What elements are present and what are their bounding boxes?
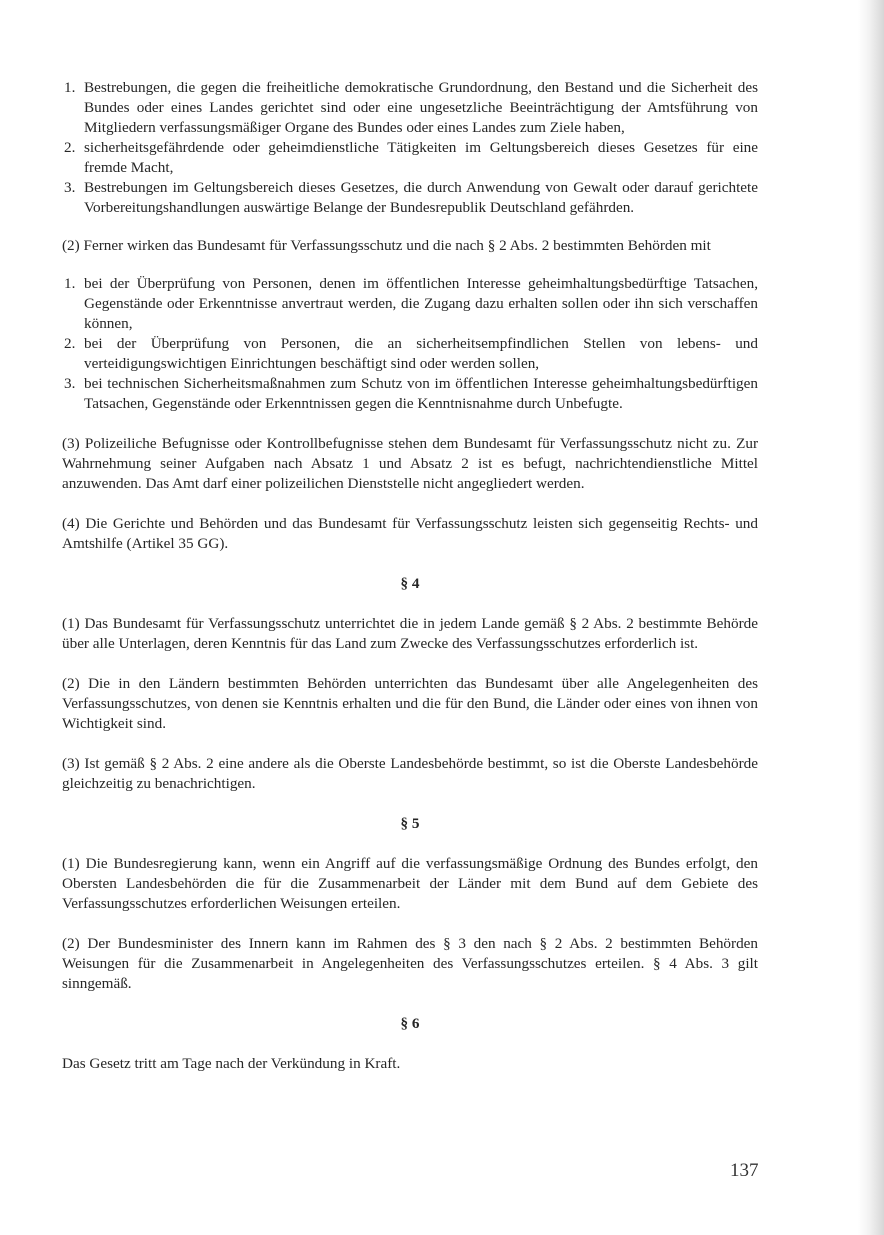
paragraph-4: (4) Die Gerichte und Behörden und das Bundesamt für Verfassungsschutz leisten sich gegenseitig Rechts- und Amtshilfe (Artikel 35 GG). <box>62 515 758 552</box>
section-6-paragraph-1: Das Gesetz tritt am Tage nach der Verkündung in Kraft. <box>62 1055 401 1072</box>
section-4-paragraph-2: (2) Die in den Ländern bestimmten Behörden unterrichten das Bundesamt über alle Angelegenheiten des Verfassungsschutzes, von denen sie Kenntnis erhalten und die für den Bund, die Länder oder eines von ihnen von Wichtigkeit sind. <box>62 675 758 732</box>
list-text: Bestrebungen, die gegen die freiheitliche demokratische Grundordnung, den Bestand und die Sicherheit des Bundes oder eines Landes gerichtet sind oder eine ungesetzliche Beeinträchtigung der Amtsführung von Mitgliedern verfassungsmäßiger Organe des Bundes oder eines Landes zum Ziele haben, <box>84 79 758 136</box>
page-edge-shadow <box>858 0 884 1235</box>
list-number: 3. <box>64 179 76 196</box>
list-section-1 <box>62 78 758 218</box>
list-number: 1. <box>64 275 76 292</box>
list-section-2 <box>62 274 758 414</box>
list-text: bei der Überprüfung von Personen, denen im öffentlichen Interesse geheimhaltungsbedürftige Tatsachen, Gegenstände oder Erkenntnisse anvertraut werden, die Zugang dazu erhalten sollen oder ihn sich verschaffen können, <box>84 275 758 332</box>
list-number: 1. <box>64 79 76 96</box>
paragraph-3: (3) Polizeiliche Befugnisse oder Kontrollbefugnisse stehen dem Bundesamt für Verfassungsschutz nicht zu. Zur Wahrnehmung seiner Aufgaben nach Absatz 1 und Absatz 2 ist es befugt, nachrichtendienstliche Mittel anzuwenden. Das Amt darf einer polizeilichen Dienststelle nicht angegliedert werden. <box>62 435 758 492</box>
list-text: bei der Überprüfung von Personen, die an sicherheitsempfindlichen Stellen von lebens- und verteidigungswichtigen Einrichtungen beschäftigt sind oder werden sollen, <box>84 335 758 372</box>
list-item <box>62 334 758 374</box>
paragraph-2: (2) Ferner wirken das Bundesamt für Verfassungsschutz und die nach § 2 Abs. 2 bestimmten Behörden mit <box>62 237 711 254</box>
section-4-paragraph-3: (3) Ist gemäß § 2 Abs. 2 eine andere als die Oberste Landesbehörde bestimmt, so ist die Oberste Landesbehörde gleichzeitig zu benachrichtigen. <box>62 755 758 792</box>
list-text: sicherheitsgefährdende oder geheimdienstliche Tätigkeiten im Geltungsbereich dieses Gesetzes für eine fremde Macht, <box>84 139 758 176</box>
section-4-paragraph-1: (1) Das Bundesamt für Verfassungsschutz unterrichtet die in jedem Lande gemäß § 2 Abs. 2 bestimmte Behörde über alle Unterlagen, deren Kenntnis für das Land zum Zwecke des Verfassungsschutzes erforderlich ist. <box>62 615 758 652</box>
list-text: Bestrebungen im Geltungsbereich dieses Gesetzes, die durch Anwendung von Gewalt oder darauf gerichtete Vorbereitungshandlungen auswärtige Belange der Bundesrepublik Deutschland gefährden. <box>84 179 758 216</box>
list-item <box>62 178 758 218</box>
section-5-paragraph-1: (1) Die Bundesregierung kann, wenn ein Angriff auf die verfassungsmäßige Ordnung des Bundes erfolgt, den Obersten Landesbehörden die für die Zusammenarbeit der Länder mit dem Bund auf dem Gebiete des Verfassungsschutzes erforderlichen Weisungen erteilen. <box>62 855 758 912</box>
list-item <box>62 138 758 178</box>
page-number: 137 <box>730 1160 759 1181</box>
list-number: 3. <box>64 375 76 392</box>
list-item <box>62 374 758 414</box>
section-5-paragraph-2: (2) Der Bundesminister des Innern kann im Rahmen des § 3 den nach § 2 Abs. 2 bestimmten Behörden Weisungen für die Zusammenarbeit in Angelegenheiten des Verfassungsschutzes erteilen. § 4 Abs. 3 gilt sinngemäß. <box>62 935 758 992</box>
document-page <box>62 78 758 1074</box>
section-heading-6: § 6 <box>400 1015 420 1032</box>
list-item <box>62 78 758 138</box>
list-number: 2. <box>64 139 76 156</box>
list-number: 2. <box>64 335 76 352</box>
list-item <box>62 274 758 334</box>
list-text: bei technischen Sicherheitsmaßnahmen zum Schutz von im öffentlichen Interesse geheimhaltungsbedürftigen Tatsachen, Gegenstände oder Erkenntnissen gegen die Kenntnisnahme durch Unbefugte. <box>84 375 758 412</box>
section-heading-4: § 4 <box>400 575 420 592</box>
section-heading-5: § 5 <box>400 815 420 832</box>
